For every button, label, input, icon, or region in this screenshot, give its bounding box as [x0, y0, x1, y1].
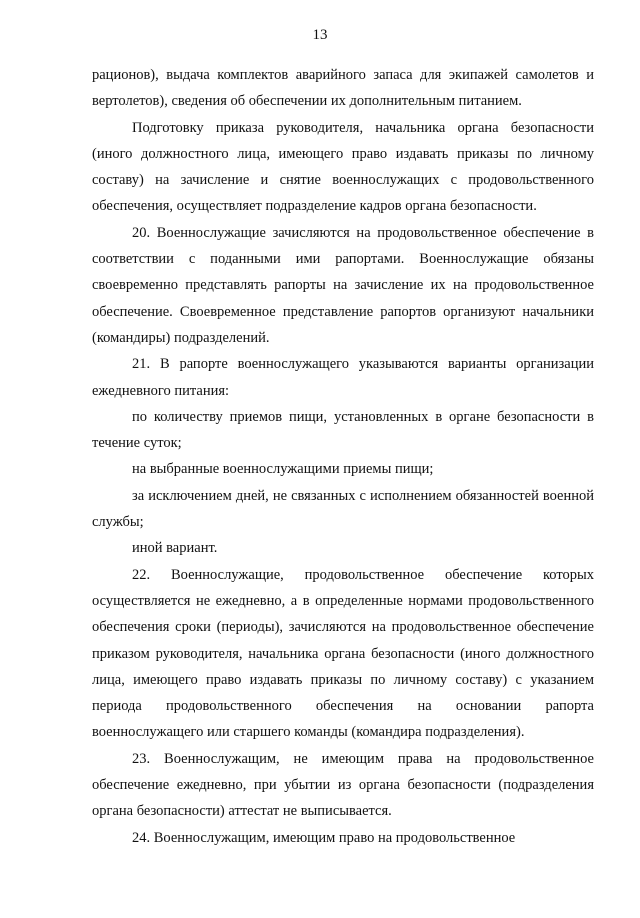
paragraph-order-preparation: Подготовку приказа руководителя, начальника органа безопасности (иного должностного лица, имеющего право издавать приказы по личному составу) на зачисление и снятие военнослужащих с продовольственного обеспечения, осуществляет подразделение кадров органа безопасности.	[92, 119, 594, 215]
paragraph-24: 24. Военнослужащим, имеющим право на продовольственное	[132, 829, 516, 846]
document-body	[92, 62, 594, 851]
list-item-excluding-days: за исключением дней, не связанных с исполнением обязанностей военной службы;	[92, 487, 594, 531]
paragraph-continuation: рационов), выдача комплектов аварийного запаса для экипажей самолетов и вертолетов), сведения об обеспечении их дополнительным питанием.	[92, 67, 594, 110]
list-item-other-option: иной вариант.	[132, 540, 218, 557]
page-number: 13	[312, 27, 328, 43]
paragraph-20: 20. Военнослужащие зачисляются на продовольственное обеспечение в соответствии с поданными ими рапортами. Военнослужащие обязаны своевременно представлять рапорты на зачисление их на продовольственное обеспечение. Своевременное представление рапортов организуют начальники (командиры) подразделений.	[92, 224, 594, 346]
paragraph-21: 21. В рапорте военнослужащего указываются варианты организации ежедневного питания:	[92, 356, 594, 399]
paragraph-23: 23. Военнослужащим, не имеющим права на продовольственное обеспечение ежедневно, при убытии из органа безопасности (подразделения органа безопасности) аттестат не выписывается.	[92, 750, 594, 820]
list-item-meal-count: по количеству приемов пищи, установленных в органе безопасности в течение суток;	[92, 408, 594, 452]
paragraph-22: 22. Военнослужащие, продовольственное обеспечение которых осуществляется не ежедневно, а в определенные нормами продовольственного обеспечения сроки (периоды), зачисляются на продовольственное обеспечение приказом руководителя, начальника органа безопасности (иного должностного лица, имеющего право издавать приказы по личному составу) с указанием периода продовольственного обеспечения на основании рапорта военнослужащего или старшего команды (командира подразделения).	[92, 566, 594, 741]
list-item-selected-meals: на выбранные военнослужащими приемы пищи;	[132, 461, 434, 478]
